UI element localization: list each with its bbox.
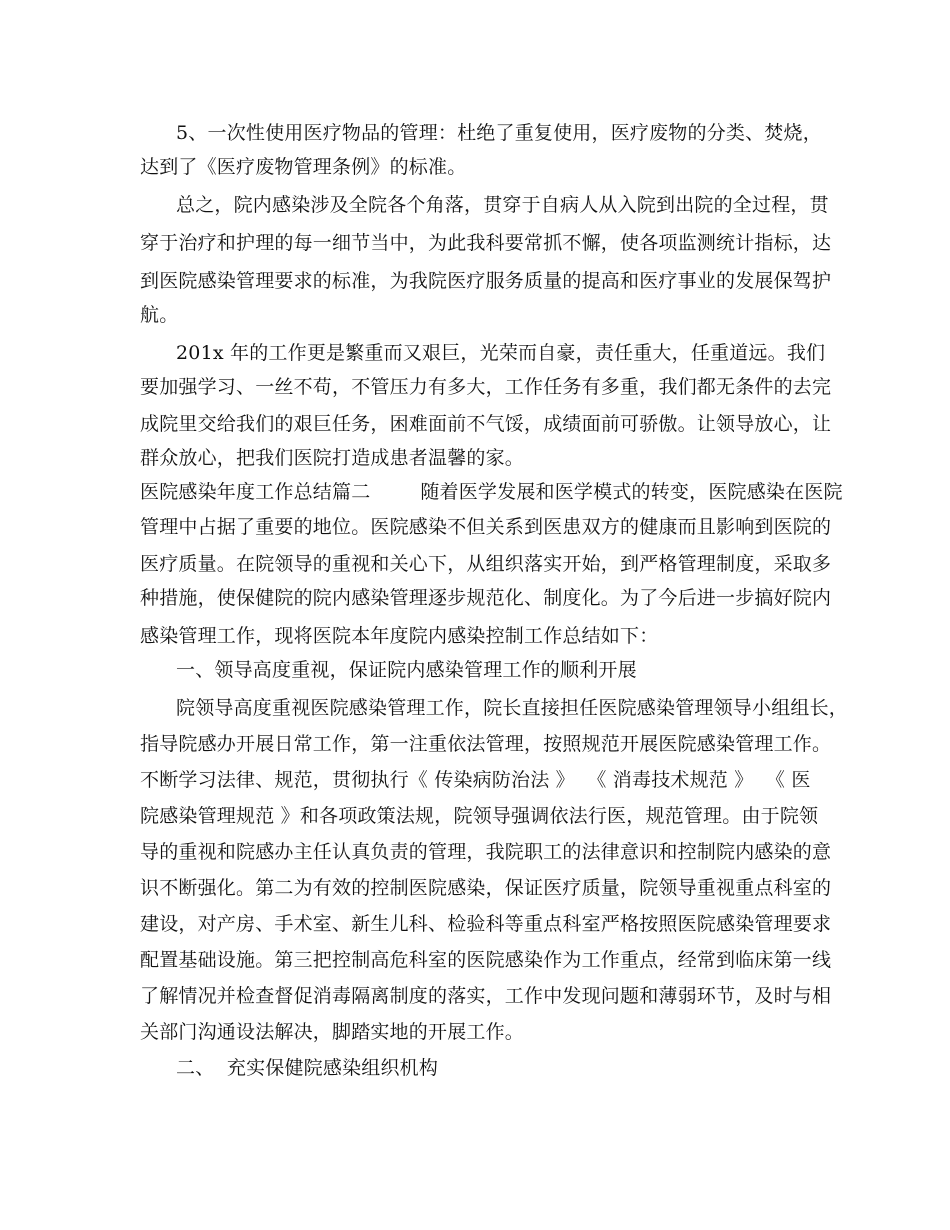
section-heading: 二、 充实保健院感染组织机构 [176, 1057, 439, 1079]
text-line: 达到了《医疗废物管理条例》的标准。 [140, 156, 467, 178]
text-line: 医院感染年度工作总结篇二 随着医学发展和医学模式的转变，医院感染在医院 [140, 481, 843, 503]
text-line: 航。 [140, 304, 179, 326]
text-line: 群众放心，把我们医院打造成患者温馨的家。 [140, 447, 525, 469]
text-line: 感染管理工作，现将医院本年度院内感染控制工作总结如下： [140, 625, 659, 647]
text-line: 要加强学习、一丝不苟，不管压力有多大，工作任务有多重，我们都无条件的去完 [140, 376, 832, 398]
text-line: 成院里交给我们的艰巨任务，困难面前不气馁，成绩面前可骄傲。让领导放心，让 [140, 413, 832, 435]
text-line: 了解情况并检查督促消毒隔离制度的落实，工作中发现问题和薄弱环节，及时与相 [140, 985, 832, 1007]
text-line: 管理中占据了重要的地位。医院感染不但关系到医患双方的健康而且影响到医院的 [140, 516, 832, 538]
text-line: 院感染管理规范 》和各项政策法规，院领导强调依法行医，规范管理。由于院领 [140, 805, 819, 827]
text-line: 总之，院内感染涉及全院各个角落，贯穿于自病人从入院到出院的全过程，贯 [176, 194, 829, 216]
text-line: 穿于治疗和护理的每一细节当中，为此我科要常抓不懈，使各项监测统计指标，达 [140, 232, 832, 254]
text-line: 指导院感办开展日常工作，第一注重依法管理，按照规范开展医院感染管理工作。 [140, 733, 832, 755]
text-line: 医疗质量。在院领导的重视和关心下，从组织落实开始，到严格管理制度，采取多 [140, 553, 832, 575]
text-line: 201x 年的工作更是繁重而又艰巨，光荣而自豪，责任重大，任重道远。我们 [176, 342, 826, 364]
text-line: 关部门沟通设法解决，脚踏实地的开展工作。 [140, 1021, 525, 1043]
text-line: 种措施，使保健院的院内感染管理逐步规范化、制度化。为了今后进一步搞好院内 [140, 587, 832, 609]
section-heading: 一、领导高度重视，保证院内感染管理工作的顺利开展 [176, 659, 637, 681]
text-line: 不断学习法律、规范，贯彻执行《 传染病防治法 》 《 消毒技术规范 》 《 医 [140, 769, 811, 791]
text-line: 建设，对产房、手术室、新生儿科、检验科等重点科室严格按照医院感染管理要求 [140, 913, 832, 935]
text-line: 导的重视和院感办主任认真负责的管理，我院职工的法律意识和控制院内感染的意 [140, 841, 832, 863]
text-line: 到医院感染管理要求的标准，为我院医疗服务质量的提高和医疗事业的发展保驾护 [140, 270, 832, 292]
text-line: 院领导高度重视医院感染管理工作，院长直接担任医院感染管理领导小组组长， [176, 697, 849, 719]
text-line: 5、一次性使用医疗物品的管理：杜绝了重复使用，医疗废物的分类、焚烧， [176, 122, 822, 144]
text-line: 识不断强化。第二为有效的控制医院感染，保证医疗质量，院领导重视重点科室的 [140, 877, 832, 899]
text-line: 配置基础设施。第三把控制高危科室的医院感染作为工作重点，经常到临床第一线 [140, 949, 832, 971]
